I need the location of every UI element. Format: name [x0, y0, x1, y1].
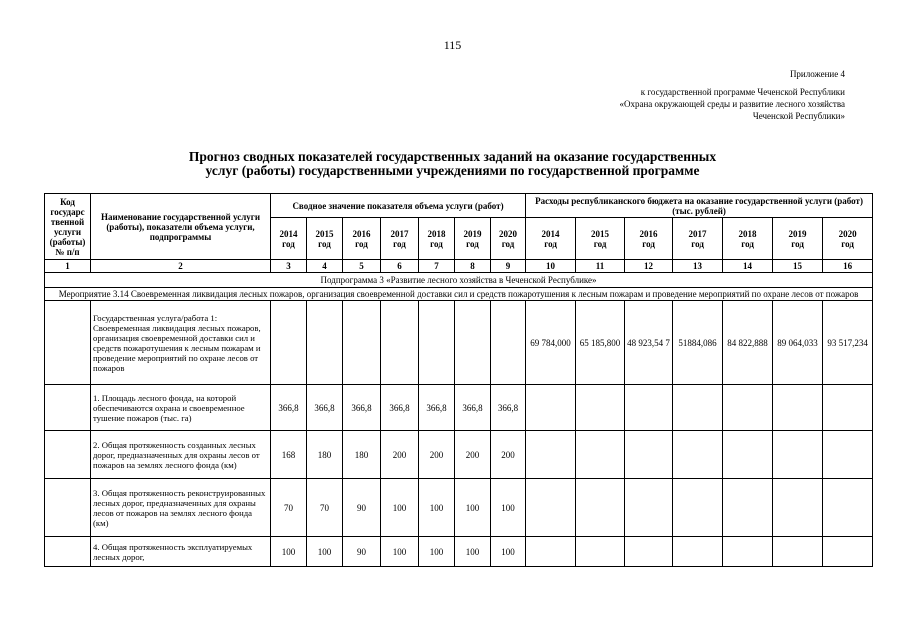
expense-value-cell: 93 517,234 — [823, 301, 873, 385]
expense-year-header — [723, 218, 773, 260]
expense-value-cell: 69 784,000 — [526, 301, 576, 385]
indicator-value-cell: 200 — [491, 431, 526, 479]
expense-value-cell — [526, 479, 576, 537]
indicator-value-cell: 100 — [419, 479, 455, 537]
column-number: 14 — [723, 260, 773, 273]
year-suffix: год — [393, 238, 406, 249]
indicator-value-cell — [491, 301, 526, 385]
year-suffix: год — [691, 238, 704, 249]
column-number: 9 — [491, 260, 526, 273]
indicator-value-cell: 366,8 — [455, 385, 491, 431]
row-code-cell — [45, 301, 91, 385]
indicator-value-cell: 200 — [381, 431, 419, 479]
indicator-value-cell — [455, 301, 491, 385]
row-name-cell: 1. Площадь лесного фонда, на которой обеспечиваются охрана и своевременное тушение пожаров (тыс. га) — [91, 385, 271, 431]
indicator-value-cell: 90 — [343, 479, 381, 537]
year-label: 2017 — [688, 228, 707, 239]
year-label: 2014 — [279, 228, 298, 239]
expense-year-header — [673, 218, 723, 260]
table-row — [45, 301, 873, 385]
indicator-year-header — [343, 218, 381, 260]
forecast-table — [44, 193, 873, 567]
expense-value-cell — [625, 479, 673, 537]
year-label: 2015 — [591, 228, 610, 239]
header-name: Наименование государственной услуги (работы), показатели объема услуги, подпрограммы — [91, 194, 271, 260]
year-label: 2016 — [352, 228, 371, 239]
indicator-year-header — [491, 218, 526, 260]
indicator-value-cell: 90 — [343, 537, 381, 567]
year-suffix: год — [841, 238, 854, 249]
column-number: 10 — [526, 260, 576, 273]
expense-value-cell — [576, 479, 625, 537]
document-title — [0, 150, 905, 178]
header-indicators: Сводное значение показателя объема услуги (работ) — [271, 194, 526, 218]
year-label: 2018 — [427, 228, 446, 239]
appendix-title: Приложение 4 — [789, 69, 845, 79]
table-row — [45, 537, 873, 567]
expense-value-cell — [673, 479, 723, 537]
year-suffix: год — [430, 238, 443, 249]
indicator-value-cell: 180 — [343, 431, 381, 479]
expense-year-header — [576, 218, 625, 260]
page-number: 115 — [443, 38, 462, 52]
indicator-value-cell: 100 — [491, 479, 526, 537]
event-row: Мероприятие 3.14 Своевременная ликвидация лесных пожаров, организация своевременной доставки сил и средств пожаротушения к лесным пожарам и проведение мероприятий по охране лесов от пожаров — [45, 288, 873, 301]
row-code-cell — [45, 537, 91, 567]
expense-year-header — [625, 218, 673, 260]
indicator-value-cell: 100 — [381, 479, 419, 537]
document-title-line-1: Прогноз сводных показателей государственных заданий на оказание государственных — [188, 149, 717, 164]
column-number: 15 — [773, 260, 823, 273]
column-number: 8 — [455, 260, 491, 273]
indicator-value-cell: 100 — [491, 537, 526, 567]
expense-value-cell — [723, 385, 773, 431]
year-suffix: год — [593, 238, 607, 249]
expense-year-header — [823, 218, 873, 260]
expense-value-cell — [526, 385, 576, 431]
expense-value-cell — [673, 431, 723, 479]
indicator-year-header — [381, 218, 419, 260]
year-label: 2015 — [315, 228, 334, 239]
column-number: 6 — [381, 260, 419, 273]
appendix-line: «Охрана окружающей среды и развитие лесного хозяйства — [619, 99, 845, 109]
column-number: 16 — [823, 260, 873, 273]
appendix-line: Чеченской Республики» — [752, 111, 845, 121]
indicator-value-cell: 200 — [419, 431, 455, 479]
expense-value-cell — [673, 537, 723, 567]
expense-value-cell — [526, 537, 576, 567]
year-label: 2018 — [738, 228, 757, 239]
indicator-value-cell: 70 — [307, 479, 343, 537]
subprogram-row: Подпрограмма 3 «Развитие лесного хозяйства в Чеченской Республике» — [45, 273, 873, 288]
expense-value-cell — [625, 385, 673, 431]
year-label: 2019 — [788, 228, 807, 239]
row-name-cell: Государственная услуга/работа 1: Своевременная ликвидация лесных пожаров, организация своевременной доставки сил и средств пожаротушения к лесным пожарам и проведение мероприятий по охране лесов от пожаров — [91, 301, 271, 385]
indicator-value-cell: 100 — [307, 537, 343, 567]
indicator-value-cell: 200 — [455, 431, 491, 479]
indicator-value-cell: 100 — [419, 537, 455, 567]
expense-value-cell — [723, 537, 773, 567]
row-code-cell — [45, 385, 91, 431]
indicator-value-cell — [271, 301, 307, 385]
expense-value-cell — [773, 537, 823, 567]
row-code-cell — [45, 431, 91, 479]
expense-value-cell — [625, 431, 673, 479]
expense-value-cell — [773, 385, 823, 431]
expense-value-cell — [723, 431, 773, 479]
indicator-value-cell: 100 — [381, 537, 419, 567]
indicator-value-cell: 366,8 — [271, 385, 307, 431]
year-suffix: год — [282, 238, 295, 249]
expense-year-header — [773, 218, 823, 260]
row-code-cell — [45, 479, 91, 537]
expense-value-cell: 51884,086 — [673, 301, 723, 385]
header-code: Код государс твенной услуги (работы) № п/п — [45, 194, 91, 260]
year-label: 2016 — [639, 228, 658, 239]
indicator-year-header — [307, 218, 343, 260]
indicator-value-cell — [419, 301, 455, 385]
row-name-cell: 2. Общая протяженность созданных лесных дорог, предназначенных для охраны лесов от пожаров на землях лесного фонда (км) — [91, 431, 271, 479]
year-label: 2020 — [499, 228, 518, 239]
column-number: 7 — [419, 260, 455, 273]
expense-value-cell — [823, 537, 873, 567]
indicator-value-cell: 100 — [455, 479, 491, 537]
expense-value-cell — [823, 479, 873, 537]
table-row — [45, 431, 873, 479]
indicator-year-header — [271, 218, 307, 260]
indicator-value-cell: 366,8 — [491, 385, 526, 431]
year-suffix: год — [501, 238, 515, 249]
year-label: 2019 — [463, 228, 482, 239]
table-row — [45, 385, 873, 431]
appendix-line: к государственной программе Чеченской Республики — [640, 87, 845, 97]
indicator-value-cell: 366,8 — [343, 385, 381, 431]
expense-value-cell — [823, 385, 873, 431]
column-number: 5 — [343, 260, 381, 273]
expense-year-header — [526, 218, 576, 260]
year-suffix: год — [642, 238, 655, 249]
expense-value-cell — [673, 385, 723, 431]
year-suffix: год — [544, 238, 557, 249]
expense-value-cell — [576, 385, 625, 431]
column-number: 3 — [271, 260, 307, 273]
expense-value-cell: 84 822,888 — [723, 301, 773, 385]
column-number: 12 — [625, 260, 673, 273]
indicator-value-cell — [343, 301, 381, 385]
indicator-value-cell: 70 — [271, 479, 307, 537]
expense-value-cell — [773, 479, 823, 537]
column-number: 2 — [91, 260, 271, 273]
expense-value-cell — [723, 479, 773, 537]
year-suffix: год — [355, 238, 368, 249]
expense-value-cell — [625, 537, 673, 567]
column-number: 4 — [307, 260, 343, 273]
expense-value-cell — [773, 431, 823, 479]
indicator-value-cell: 180 — [307, 431, 343, 479]
indicator-year-header — [419, 218, 455, 260]
expense-value-cell — [576, 431, 625, 479]
indicator-value-cell: 366,8 — [307, 385, 343, 431]
document-title-line-2: услуг (работы) государственными учреждениями по государственной программе — [205, 163, 700, 178]
indicator-year-header — [455, 218, 491, 260]
expense-value-cell: 89 064,033 — [773, 301, 823, 385]
year-suffix: год — [466, 238, 479, 249]
expense-value-cell — [576, 537, 625, 567]
column-number: 13 — [673, 260, 723, 273]
appendix-block — [619, 68, 845, 122]
expense-value-cell: 65 185,800 — [576, 301, 625, 385]
year-suffix: год — [791, 238, 804, 249]
expense-value-cell: 48 923,54 7 — [625, 301, 673, 385]
year-suffix: год — [741, 238, 754, 249]
row-name-cell: 3. Общая протяженность реконструированных лесных дорог, предназначенных для охраны лесов от пожаров на землях лесного фонда (км) — [91, 479, 271, 537]
indicator-value-cell: 100 — [271, 537, 307, 567]
expense-value-cell — [526, 431, 576, 479]
indicator-value-cell: 366,8 — [381, 385, 419, 431]
year-label: 2017 — [390, 228, 409, 239]
indicator-value-cell — [307, 301, 343, 385]
header-expenses: Расходы республиканского бюджета на оказание государственной услуги (работ) (тыс. рублей) — [526, 194, 873, 218]
column-number: 11 — [576, 260, 625, 273]
year-label: 2020 — [838, 228, 857, 239]
row-name-cell: 4. Общая протяженность эксплуатируемых лесных дорог, — [91, 537, 271, 567]
column-number: 1 — [45, 260, 91, 273]
year-label: 2014 — [541, 228, 560, 239]
indicator-value-cell: 366,8 — [419, 385, 455, 431]
expense-value-cell — [823, 431, 873, 479]
indicator-value-cell — [381, 301, 419, 385]
indicator-value-cell: 100 — [455, 537, 491, 567]
table-row — [45, 479, 873, 537]
year-suffix: год — [318, 238, 331, 249]
indicator-value-cell: 168 — [271, 431, 307, 479]
